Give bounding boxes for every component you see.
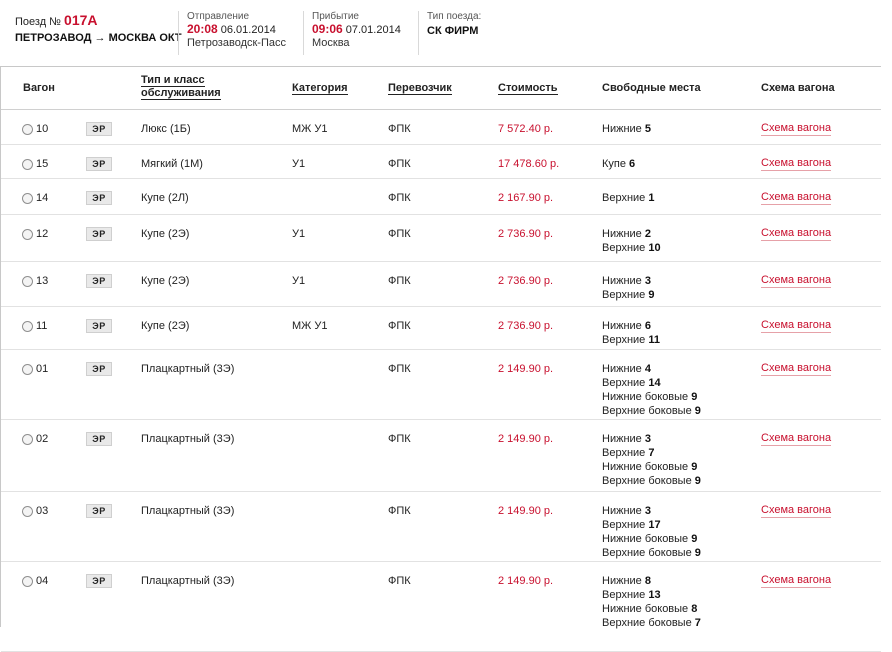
table-row — [1, 261, 881, 307]
car-select-radio[interactable] — [22, 506, 33, 517]
seat-count: 9 — [691, 461, 698, 473]
category: У1 — [292, 158, 306, 170]
car-number: 03 — [36, 505, 49, 517]
seat-count: 7 — [694, 617, 701, 629]
train-type-value: СК ФИРМ — [427, 25, 479, 37]
seat-type: Верхние — [602, 334, 649, 346]
train-type-info — [418, 11, 481, 55]
er-badge: ЭР — [86, 504, 112, 518]
service-class: Купе (2Э) — [141, 320, 190, 332]
car-select-radio[interactable] — [22, 193, 33, 204]
free-seats — [602, 227, 661, 255]
free-seats — [602, 504, 701, 560]
er-badge: ЭР — [86, 362, 112, 376]
carrier: ФПК — [388, 228, 411, 240]
free-seats — [602, 432, 701, 488]
price: 2 736.90 р. — [498, 275, 554, 287]
car-select-radio[interactable] — [22, 276, 33, 287]
seat-line — [602, 227, 661, 241]
car-number: 14 — [36, 192, 49, 204]
cars-table — [0, 66, 881, 627]
table-row — [1, 178, 881, 215]
car-number: 10 — [36, 123, 49, 135]
category: У1 — [292, 228, 306, 240]
carrier: ФПК — [388, 123, 411, 135]
service-class: Плацкартный (3Э) — [141, 433, 235, 445]
seat-line — [602, 460, 701, 474]
car-number: 02 — [36, 433, 49, 445]
car-select-radio[interactable] — [22, 159, 33, 170]
carrier: ФПК — [388, 363, 411, 375]
seat-type: Нижние боковые — [602, 391, 692, 403]
train-number: 017А — [64, 12, 98, 28]
seat-type: Купе — [602, 158, 630, 170]
car-scheme-link[interactable]: Схема вагона — [761, 319, 832, 331]
seat-count: 1 — [648, 192, 655, 204]
car-scheme-link[interactable]: Схема вагона — [761, 122, 832, 134]
seat-type: Нижние — [602, 505, 645, 517]
arrival-date: 07.01.2014 — [345, 24, 401, 36]
free-seats — [602, 157, 635, 171]
train-summary — [15, 12, 182, 44]
table-row — [1, 109, 881, 145]
seat-type: Верхние боковые — [602, 617, 695, 629]
seat-line — [602, 274, 654, 288]
departure-time: 20:08 — [187, 22, 218, 36]
col-category[interactable]: Категория — [292, 81, 348, 94]
car-scheme-link[interactable]: Схема вагона — [761, 432, 832, 444]
table-row — [1, 214, 881, 262]
service-class: Плацкартный (3Э) — [141, 575, 235, 587]
seat-count: 7 — [648, 447, 655, 459]
departure-info — [178, 11, 286, 55]
col-service[interactable]: Тип и класс обслуживания — [141, 74, 221, 99]
category: МЖ У1 — [292, 320, 328, 332]
arrival-time: 09:06 — [312, 22, 343, 36]
car-scheme-link[interactable]: Схема вагона — [761, 504, 832, 516]
er-badge: ЭР — [86, 122, 112, 136]
free-seats — [602, 122, 651, 136]
service-class: Плацкартный (3Э) — [141, 363, 235, 375]
service-class: Купе (2Э) — [141, 228, 190, 240]
seat-type: Верхние боковые — [602, 475, 695, 487]
seat-line — [602, 191, 654, 205]
car-number: 01 — [36, 363, 49, 375]
train-route: ПЕТРОЗАВОД → МОСКВА ОКТ — [15, 32, 182, 44]
seat-count: 3 — [644, 505, 651, 517]
seat-type: Верхние — [602, 589, 649, 601]
car-scheme-link[interactable]: Схема вагона — [761, 227, 832, 239]
arrival-info — [303, 11, 401, 55]
service-class: Купе (2Л) — [141, 192, 189, 204]
arrival-label: Прибытие — [312, 11, 359, 22]
er-badge: ЭР — [86, 157, 112, 171]
seat-line — [602, 504, 701, 518]
service-class: Люкс (1Б) — [141, 123, 191, 135]
seat-line — [602, 546, 701, 560]
carrier: ФПК — [388, 275, 411, 287]
price: 2 736.90 р. — [498, 320, 554, 332]
seat-line — [602, 616, 701, 630]
train-info-header — [0, 0, 892, 66]
car-select-radio[interactable] — [22, 124, 33, 135]
seat-type: Верхние — [602, 519, 649, 531]
train-type-label: Тип поезда: — [427, 11, 482, 22]
er-badge: ЭР — [86, 274, 112, 288]
seat-line — [602, 362, 701, 376]
seat-type: Нижние боковые — [602, 603, 692, 615]
carrier: ФПК — [388, 158, 411, 170]
free-seats — [602, 191, 654, 205]
price: 17 478.60 р. — [498, 158, 560, 170]
seat-type: Нижние боковые — [602, 533, 692, 545]
seat-line — [602, 319, 660, 333]
seat-type: Верхние боковые — [602, 547, 695, 559]
seat-line — [602, 404, 701, 418]
car-select-radio[interactable] — [22, 364, 33, 375]
price: 2 149.90 р. — [498, 575, 554, 587]
car-number: 12 — [36, 228, 49, 240]
departure-date: 06.01.2014 — [220, 24, 276, 36]
seat-line — [602, 157, 635, 171]
col-price[interactable]: Стоимость — [498, 81, 558, 94]
car-scheme-link[interactable]: Схема вагона — [761, 362, 832, 374]
table-row — [1, 306, 881, 350]
seat-line — [602, 122, 651, 136]
service-class: Мягкий (1М) — [141, 158, 203, 170]
table-row — [1, 144, 881, 179]
table-header — [1, 67, 881, 110]
carrier: ФПК — [388, 433, 411, 445]
er-badge: ЭР — [86, 432, 112, 446]
seat-count: 8 — [691, 603, 698, 615]
seat-count: 17 — [648, 519, 661, 531]
price: 2 149.90 р. — [498, 363, 554, 375]
price: 7 572.40 р. — [498, 123, 554, 135]
car-select-radio[interactable] — [22, 229, 33, 240]
er-badge: ЭР — [86, 227, 112, 241]
arrival-station: Москва — [312, 37, 350, 49]
car-select-radio[interactable] — [22, 576, 33, 587]
seat-line — [602, 288, 654, 302]
free-seats — [602, 574, 701, 630]
seat-count: 3 — [644, 433, 651, 445]
seat-count: 3 — [644, 275, 651, 287]
seat-type: Верхние — [602, 192, 649, 204]
departure-station: Петрозаводск-Пасс — [187, 37, 286, 49]
seat-line — [602, 474, 701, 488]
price: 2 149.90 р. — [498, 433, 554, 445]
seat-line — [602, 241, 661, 255]
seat-type: Нижние — [602, 320, 645, 332]
price: 2 149.90 р. — [498, 505, 554, 517]
seat-count: 6 — [629, 158, 636, 170]
table-row — [1, 561, 881, 652]
category: У1 — [292, 275, 306, 287]
price: 2 736.90 р. — [498, 228, 554, 240]
seat-line — [602, 574, 701, 588]
seat-line — [602, 446, 701, 460]
seat-count: 5 — [644, 123, 651, 135]
seat-line — [602, 602, 701, 616]
seat-line — [602, 432, 701, 446]
seat-line — [602, 390, 701, 404]
seat-type: Верхние — [602, 242, 649, 254]
carrier: ФПК — [388, 575, 411, 587]
car-number: 15 — [36, 158, 49, 170]
service-class: Купе (2Э) — [141, 275, 190, 287]
seat-count: 2 — [644, 228, 651, 240]
table-row — [1, 491, 881, 562]
car-number: 04 — [36, 575, 49, 587]
seat-type: Верхние — [602, 289, 649, 301]
car-select-radio[interactable] — [22, 434, 33, 445]
category: МЖ У1 — [292, 123, 328, 135]
seat-count: 13 — [648, 589, 661, 601]
free-seats — [602, 319, 660, 347]
seat-type: Верхние боковые — [602, 405, 695, 417]
seat-count: 9 — [648, 289, 655, 301]
seat-count: 10 — [648, 242, 661, 254]
seat-count: 14 — [648, 377, 661, 389]
service-class: Плацкартный (3Э) — [141, 505, 235, 517]
seat-type: Нижние — [602, 228, 645, 240]
car-scheme-link[interactable]: Схема вагона — [761, 157, 832, 169]
seat-count: 11 — [648, 334, 660, 346]
seat-count: 9 — [691, 533, 698, 545]
col-scheme: Схема вагона — [761, 82, 835, 94]
table-row — [1, 349, 881, 420]
seat-line — [602, 333, 660, 347]
car-scheme-link[interactable]: Схема вагона — [761, 274, 832, 286]
departure-label: Отправление — [187, 11, 250, 22]
er-badge: ЭР — [86, 319, 112, 333]
seat-type: Нижние — [602, 575, 645, 587]
col-carrier[interactable]: Перевозчик — [388, 81, 452, 94]
seat-line — [602, 376, 701, 390]
free-seats — [602, 274, 654, 302]
car-scheme-link[interactable]: Схема вагона — [761, 191, 832, 203]
seat-type: Нижние — [602, 123, 645, 135]
seat-line — [602, 518, 701, 532]
carrier: ФПК — [388, 192, 411, 204]
car-number: 11 — [36, 320, 48, 332]
seat-type: Нижние — [602, 275, 645, 287]
col-seats: Свободные места — [602, 82, 701, 94]
seat-count: 6 — [644, 320, 651, 332]
seat-count: 9 — [694, 547, 701, 559]
er-badge: ЭР — [86, 574, 112, 588]
table-row — [1, 419, 881, 492]
seat-count: 9 — [694, 475, 701, 487]
free-seats — [602, 362, 701, 418]
seat-type: Нижние — [602, 433, 645, 445]
car-select-radio[interactable] — [22, 321, 33, 332]
seat-count: 9 — [694, 405, 701, 417]
seat-count: 8 — [644, 575, 651, 587]
seat-type: Нижние боковые — [602, 461, 692, 473]
car-scheme-link[interactable]: Схема вагона — [761, 574, 832, 586]
car-number: 13 — [36, 275, 49, 287]
seat-type: Нижние — [602, 363, 645, 375]
seat-line — [602, 588, 701, 602]
seat-type: Верхние — [602, 377, 649, 389]
seat-line — [602, 532, 701, 546]
carrier: ФПК — [388, 320, 411, 332]
col-car: Вагон — [23, 82, 55, 94]
seat-count: 9 — [691, 391, 698, 403]
seat-count: 4 — [644, 363, 651, 375]
price: 2 167.90 р. — [498, 192, 554, 204]
train-prefix: Поезд № — [15, 16, 61, 28]
carrier: ФПК — [388, 505, 411, 517]
seat-type: Верхние — [602, 447, 649, 459]
er-badge: ЭР — [86, 191, 112, 205]
